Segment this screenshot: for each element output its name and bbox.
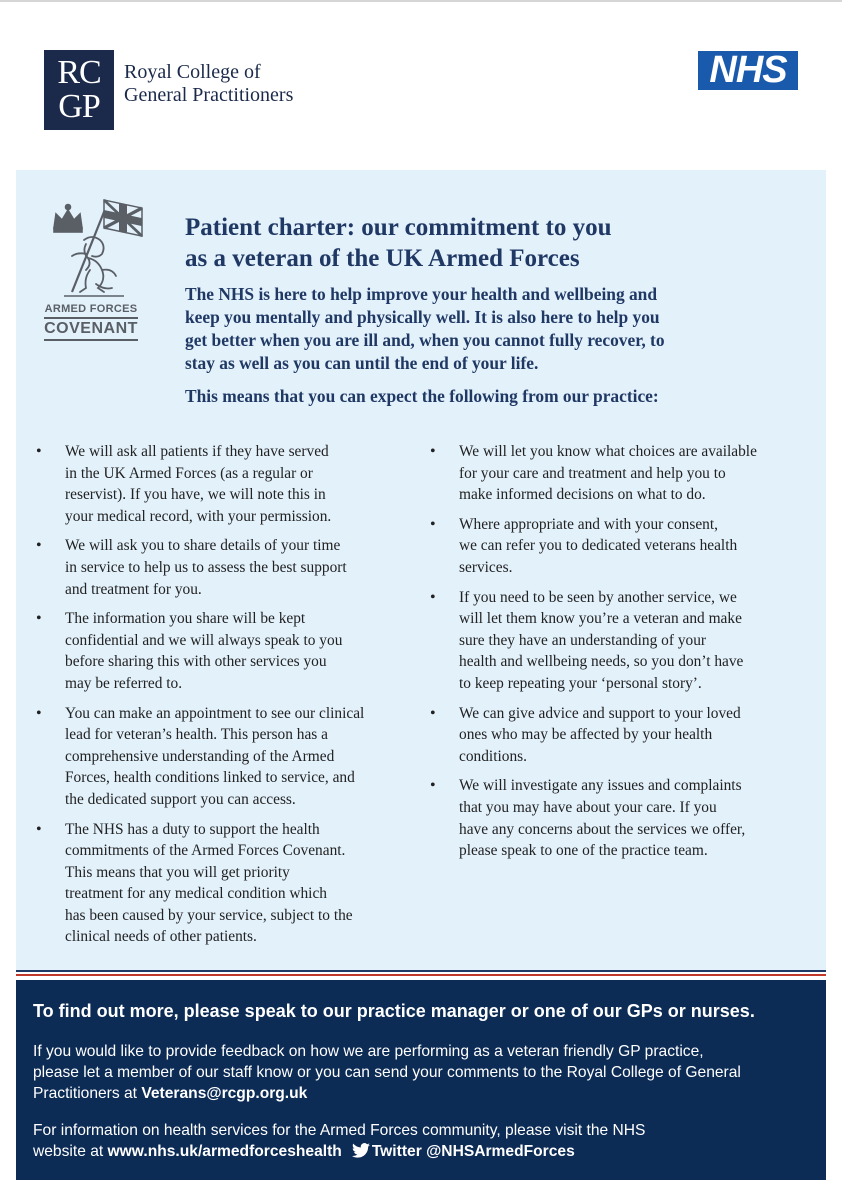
covenant-rule-bottom [44,339,138,341]
list-item-line: treatment for any medical condition which [65,885,327,903]
feedback-line [33,1083,813,1104]
feedback-prefix: Practitioners at [33,1085,142,1102]
list-item [36,819,396,949]
list-item-line: that you may have about your care. If you [459,798,717,816]
stripe-white [16,976,826,978]
list-item-line: This means that you will get priority [65,863,290,881]
list-item [430,587,800,695]
list-item-line: will let them know you’re a veteran and make [459,610,742,628]
list-item-line: commitments of the Armed Forces Covenant. [65,842,346,860]
list-item-line: your medical record, with your permission. [65,507,332,525]
feedback-email-link[interactable]: Veterans@rcgp.org.uk [141,1085,308,1102]
list-item-line: reservist). If you have, we will note this in [65,486,326,504]
top-border [0,0,842,2]
list-item-line: please speak to one of the practice team. [459,842,708,860]
rcgp-logo [44,50,114,130]
list-item-line: for your care and treatment and help you to [459,464,726,482]
list-item-line: health and wellbeing needs, so you don’t have [459,653,744,671]
list-item-line: conditions. [459,747,527,765]
title-line2: as a veteran of the UK Armed Forces [185,245,580,272]
nhs-website-link[interactable]: www.nhs.uk/armedforceshealth [107,1143,342,1160]
intro-line: stay as well as you can until the end of your life. [185,353,539,373]
info-line [33,1141,813,1162]
list-item-line: lead for veteran’s health. This person has a [65,726,328,744]
list-item-line: may be referred to. [65,674,183,692]
page-title [185,212,745,274]
list-item-line: in service to help us to assess the best support [65,558,347,576]
intro-paragraph [185,283,745,375]
list-item-line: comprehensive understanding of the Armed [65,747,335,765]
list-item-line: we can refer you to dedicated veterans health [459,537,738,555]
intro-line: The NHS is here to help improve your health and wellbeing and [185,284,658,304]
list-item-line: make informed decisions on what to do. [459,486,706,504]
rcgp-name-line1: Royal College of [124,61,261,83]
list-item-line: • You can make an appointment to see our clinical [65,704,365,722]
list-item-line: and treatment for you. [65,580,202,598]
footer-heading: To find out more, please speak to our practice manager or one of our GPs or nurses. [33,1001,755,1021]
intro-line: keep you mentally and physically well. It is also here to help you [185,307,660,327]
info-line: For information on health services for the Armed Forces community, please visit the NHS [33,1122,646,1139]
list-item [430,441,800,506]
list-item-line: Forces, health conditions linked to service, and [65,769,355,787]
list-item-line: • We will ask all patients if they have served [65,443,329,460]
list-item [430,775,800,861]
list-item-line: • We will ask you to share details of your time [65,537,341,555]
list-item-line: has been caused by your service, subject to the [65,906,353,924]
title-line1: Patient charter: our commitment to you [185,214,612,241]
list-item-line: in the UK Armed Forces (as a regular or [65,464,313,482]
list-item-line: • We will let you know what choices are available [459,443,757,460]
twitter-handle-link[interactable]: Twitter @NHSArmedForces [371,1143,575,1160]
covenant-text-bottom: COVENANT [44,320,138,337]
list-item [430,703,800,768]
list-item-line: • The NHS has a duty to support the health [65,820,320,838]
feedback-line: please let a member of our staff know or you can send your comments to the Royal College of General [33,1064,741,1081]
rcgp-name [124,61,293,107]
rcgp-name-line2: General Practitioners [124,84,294,106]
feedback-line: If you would like to provide feedback on how we are performing as a veteran friendly GP practice, [33,1043,704,1060]
list-item-line: sure they have an understanding of your [459,631,707,649]
list-item-line: • The information you share will be kept [65,610,306,628]
info-prefix: website at [33,1143,108,1160]
list-item-line: ones who may be affected by your health [459,726,713,744]
list-item [36,608,396,694]
feedback-paragraph [33,1041,813,1104]
list-item-line: before sharing this with other services you [65,653,327,671]
list-item [36,535,396,600]
covenant-text-top: ARMED FORCES [44,303,138,315]
list-item-line: • If you need to be seen by another service, we [459,588,737,606]
list-item-line: to keep repeating your ‘personal story’. [459,674,702,692]
twitter-bird-icon [352,1143,370,1158]
nhs-logo: NHS [698,51,798,90]
commitments-right-list [430,441,800,870]
list-item-line: • We can give advice and support to your loved [459,704,741,722]
list-item-line: • We will investigate any issues and complaints [459,777,742,795]
expect-heading: This means that you can expect the following from our practice: [185,386,659,406]
footer [16,980,826,1180]
info-paragraph [33,1120,813,1162]
rcgp-logo-line1: RC [57,54,101,91]
list-item-line: have any concerns about the services we offer, [459,820,746,838]
list-item-line: the dedicated support you can access. [65,790,296,808]
list-item [36,703,396,811]
list-item-line: • Where appropriate and with your consent, [459,515,718,533]
list-item-line: services. [459,558,513,576]
rcgp-logo-line2: GP [58,88,100,125]
list-item-line: clinical needs of other patients. [65,928,257,946]
list-item-line: confidential and we will always speak to you [65,631,343,649]
list-item [36,441,396,527]
intro-line: get better when you are ill and, when you cannot fully recover, to [185,330,665,350]
list-item [430,514,800,579]
commitments-left-list [36,441,396,956]
covenant-rule-top [44,317,138,319]
